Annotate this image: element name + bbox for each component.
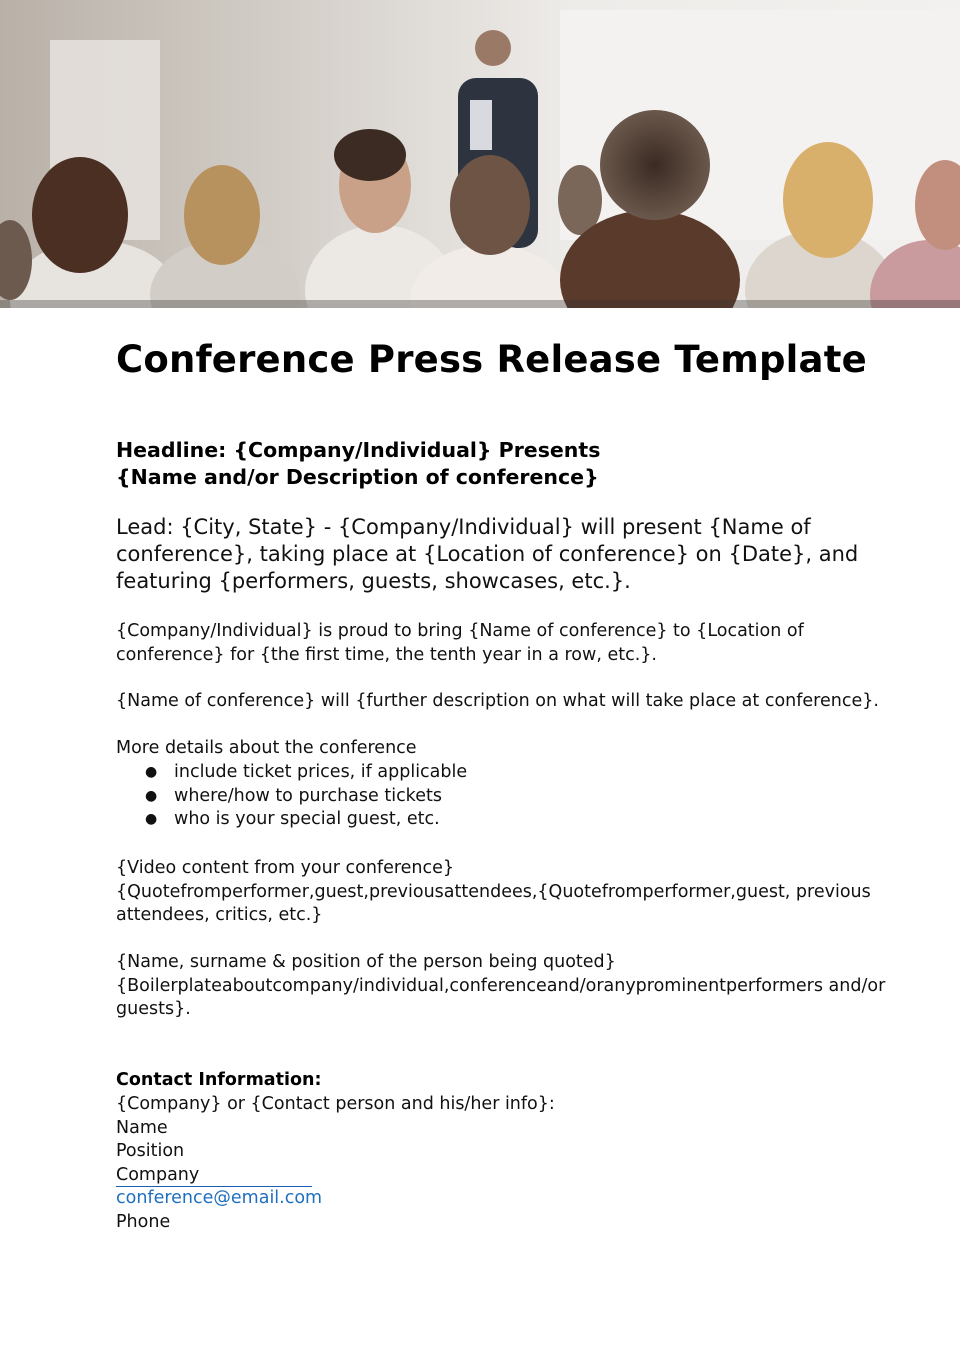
video-content-line: {Video content from your conference} — [116, 858, 455, 878]
header-photo — [0, 0, 960, 308]
bullet-icon: ● — [145, 811, 158, 827]
contact-email-link[interactable]: conference@email.com — [116, 1188, 323, 1208]
bullet-icon: ● — [145, 764, 158, 780]
quoted-person-line: {Name, surname & position of the person being quoted} — [116, 952, 616, 972]
headline: Headline: {Company/Individual} Presents {Name and/or Description of conference} — [116, 438, 601, 489]
contact-name: Name — [116, 1117, 168, 1138]
contact-heading: Contact Information: — [116, 1070, 322, 1090]
lead-paragraph: Lead: {City, State} - {Company/Individual} will present {Name of conference}, taking place at {Location of conference} on {Date}, and featuring {performers, guests, showcases, etc.}. — [116, 515, 859, 593]
intro-paragraph: {Company/Individual} is proud to bring {Name of conference} to {Location of conference} for {the first time, the tenth year in a row, etc.}. — [116, 621, 804, 665]
contact-intro: {Company} or {Contact person and his/her info}: — [116, 1094, 555, 1114]
description-paragraph: {Name of conference} will {further description on what will take place at conference}. — [116, 691, 879, 711]
quoted-person-block — [116, 951, 916, 1022]
contact-company: Company — [116, 1165, 312, 1187]
conference-audience-photo-icon — [0, 0, 960, 308]
page-title: Conference Press Release Template — [116, 338, 867, 381]
contact-position: Position — [116, 1141, 185, 1161]
bullet-icon: ● — [145, 787, 158, 804]
details-heading: More details about the conference — [116, 738, 417, 758]
video-quote-block — [116, 857, 956, 928]
details-list — [116, 761, 467, 832]
list-item: ● include ticket prices, if applicable — [116, 761, 467, 785]
boilerplate-line: {Boilerplateaboutcompany/individual,conferenceand/oranyprominentperformers and/or guests}. — [116, 975, 886, 1019]
list-item: ● who is your special guest, etc. — [116, 808, 467, 832]
contact-block — [116, 1093, 556, 1234]
quote-line: {Quotefromperformer,guest,previousattendees,{Quotefromperformer,guest, previous attendees, critics, etc.} — [116, 881, 871, 925]
contact-phone: Phone — [116, 1211, 171, 1232]
list-item: ● where/how to purchase tickets — [116, 785, 467, 809]
